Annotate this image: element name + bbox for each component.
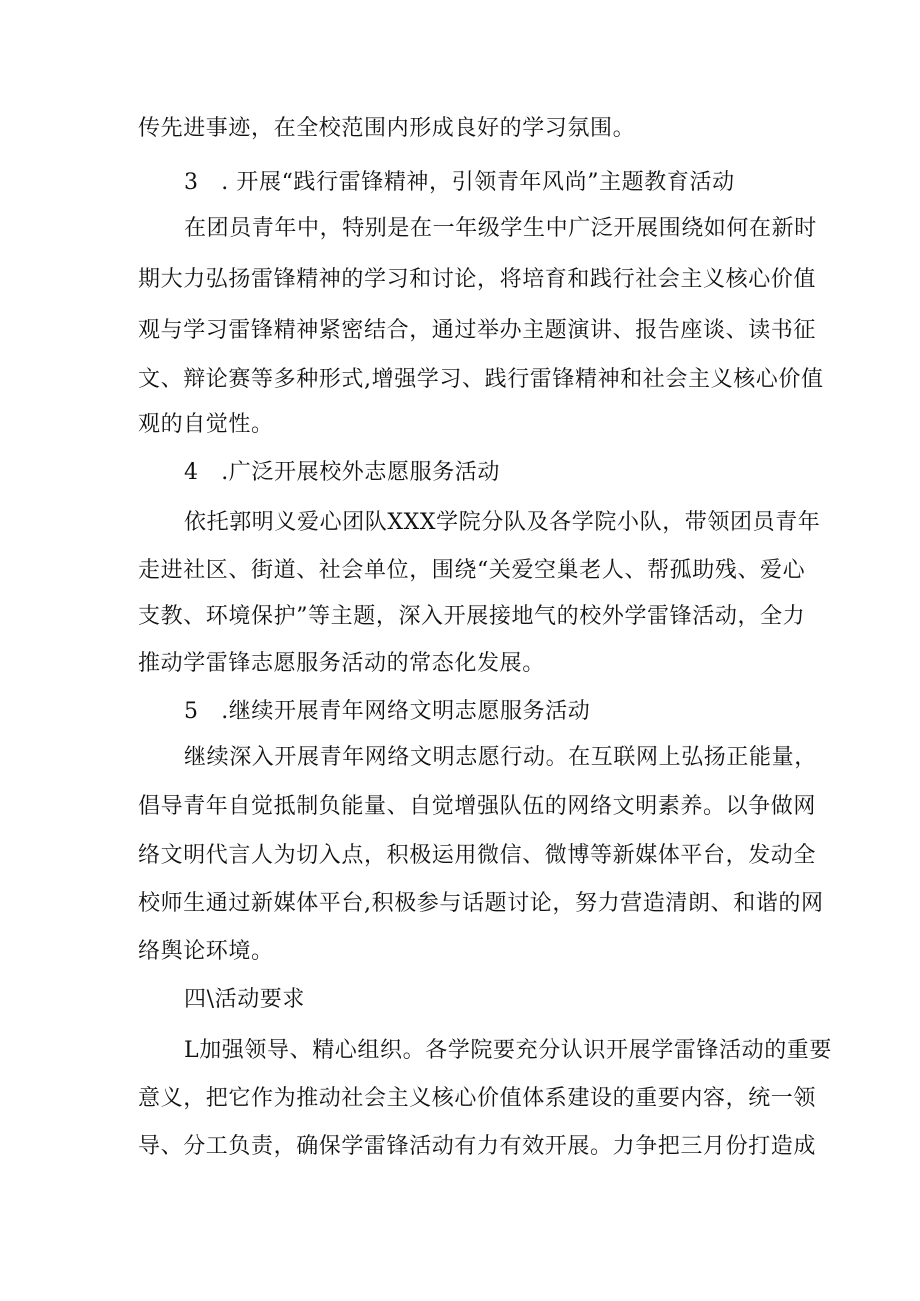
paragraph-line: 传先进事迹，在全校范围内形成良好的学习氛围。 [138, 116, 636, 141]
section-heading-four: 四\活动要求 [184, 987, 306, 1012]
paragraph-line: 在团员青年中，特别是在一年级学生中广泛开展围绕如何在新时 [184, 216, 817, 241]
section-heading-5: 5 .继续开展青年网络文明志愿服务活动 [184, 699, 591, 724]
section-heading-3: 3 . 开展“践行雷锋精神，引领青年风尚”主题教育活动 [184, 170, 735, 195]
paragraph-line: 支教、环境保护”等主题，深入开展接地气的校外学雷锋活动，全力 [138, 604, 806, 629]
section-heading-4: 4 .广泛开展校外志愿服务活动 [184, 460, 500, 485]
paragraph-line: 导、分工负责，确保学雷锋活动有力有效开展。力争把三月份打造成 [138, 1134, 817, 1159]
paragraph-line: 络文明代言人为切入点，积极运用微信、微博等新媒体平台，发动全 [138, 843, 817, 868]
paragraph-line: 文、辩论赛等多种形式,增强学习、践行雷锋精神和社会主义核心价值 [138, 367, 824, 392]
paragraph-line: 走进社区、街道、社会单位，围绕“关爱空巢老人、帮孤助残、爱心 [138, 558, 806, 583]
paragraph-line: 期大力弘扬雷锋精神的学习和讨论，将培育和践行社会主义核心价值 [138, 267, 817, 292]
paragraph-line: 倡导青年自觉抵制负能量、自觉增强队伍的网络文明素养。以争做网 [138, 794, 817, 819]
paragraph-line: 络舆论环境。 [138, 939, 274, 964]
paragraph-line: L加强领导、精心组织。各学院要充分认识开展学雷锋活动的重要 [184, 1038, 833, 1063]
paragraph-line: 校师生通过新媒体平台,积极参与话题讨论，努力营造清朗、和谐的网 [138, 891, 824, 916]
paragraph-line: 依托郭明义爱心团队XXX学院分队及各学院小队，带领团员青年 [184, 510, 821, 535]
paragraph-line: 推动学雷锋志愿服务活动的常态化发展。 [138, 651, 545, 676]
paragraph-line: 观与学习雷锋精神紧密结合，通过举办主题演讲、报告座谈、读书征 [138, 318, 817, 343]
paragraph-line: 意义，把它作为推动社会主义核心价值体系建设的重要内容，统一领 [138, 1086, 817, 1111]
paragraph-line: 继续深入开展青年网络文明志愿行动。在互联网上弘扬正能量， [184, 745, 817, 770]
paragraph-line: 观的自觉性。 [138, 412, 274, 437]
